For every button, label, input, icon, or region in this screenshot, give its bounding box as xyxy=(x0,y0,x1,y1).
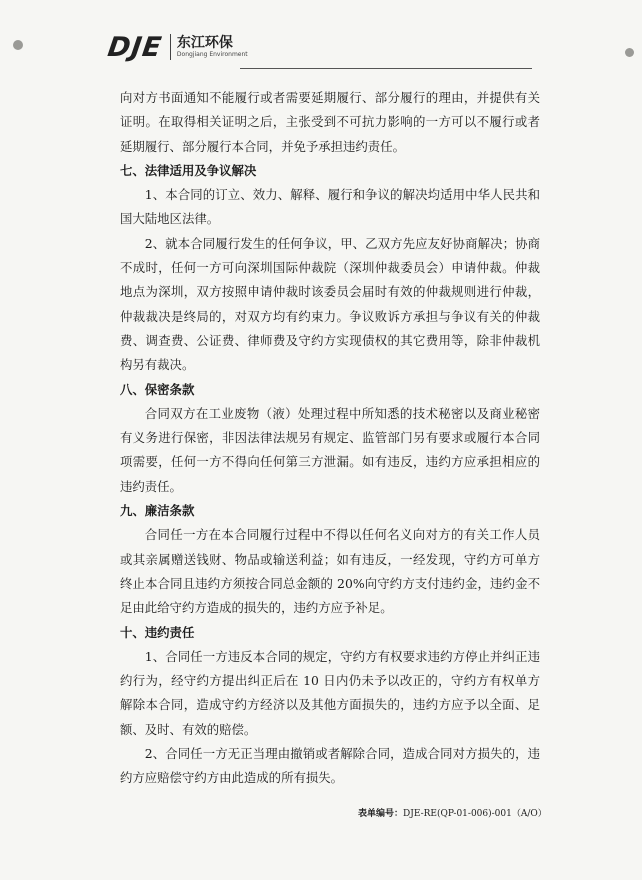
section-heading: 十、违约责任 xyxy=(120,624,195,640)
logo-mark: DJE xyxy=(105,31,165,63)
logo-text xyxy=(177,36,248,58)
punch-hole xyxy=(13,40,23,50)
paragraph: 2、合同任一方无正当理由撤销或者解除合同，造成合同对方损失的，违约方应赔偿守约方由此造成的所有损失。 xyxy=(120,746,540,786)
company-name-cn: 东江环保 xyxy=(176,35,233,51)
punch-hole xyxy=(625,48,634,57)
header-rule xyxy=(240,68,532,69)
logo-divider xyxy=(170,34,171,60)
paragraph: 1、合同任一方违反本合同的规定，守约方有权要求违约方停止并纠正违约行为，经守约方提出纠正后在 10 日内仍未予以改正的，守约方有权单方解除本合同，造成守约方经济以及其他方面损失的，违约方应予以全面、足额、及时、有效的赔偿。 xyxy=(120,648,540,737)
section-heading: 七、法律适用及争议解决 xyxy=(120,162,257,178)
paragraph: 合同双方在工业废物（液）处理过程中所知悉的技术秘密以及商业秘密有义务进行保密，非因法律法规另有规定、监管部门另有要求或履行本合同项需要，任何一方不得向任何第三方泄漏。如有违反，违约方应承担相应的违约责任。 xyxy=(120,405,540,494)
contract-body xyxy=(120,86,540,791)
section-heading: 九、廉洁条款 xyxy=(120,503,195,519)
paragraph: 2、就本合同履行发生的任何争议，甲、乙双方先应友好协商解决；协商不成时，任何一方可向深圳国际仲裁院（深圳仲裁委员会）申请仲裁。仲裁地点为深圳，双方按照申请仲裁时该委员会届时有效的仲裁规则进行仲裁，仲裁裁决是终局的，对双方均有约束力。争议败诉方承担与争议有关的仲裁费、调查费、公证费、律师费及守约方实现债权的其它费用等，除非仲裁机构另有裁决。 xyxy=(120,235,540,373)
form-number xyxy=(358,806,547,819)
form-number-label: 表单编号： xyxy=(358,809,404,819)
section-heading: 八、保密条款 xyxy=(120,381,195,397)
form-number-value: DJE-RE(QP-01-006)-001（A/O） xyxy=(403,809,547,819)
company-name-en: Dongjiang Environment xyxy=(176,51,248,58)
paragraph: 合同任一方在本合同履行过程中不得以任何名义向对方的有关工作人员或其亲属赠送钱财、物品或输送利益；如有违反，一经发现，守约方可单方终止本合同且违约方须按合同总金额的 20%向守约方支付违约金，违约金不足由此给守约方造成的损失的，违约方应予补足。 xyxy=(120,527,540,616)
paragraph: 1、本合同的订立、效力、解释、履行和争议的解决均适用中华人民共和国大陆地区法律。 xyxy=(120,187,540,227)
paragraph: 向对方书面通知不能履行或者需要延期履行、部分履行的理由，并提供有关证明。在取得相关证明之后，主张受到不可抗力影响的一方可以不履行或者延期履行、部分履行本合同，并免予承担违约责任。 xyxy=(120,90,540,154)
company-logo xyxy=(105,30,248,64)
